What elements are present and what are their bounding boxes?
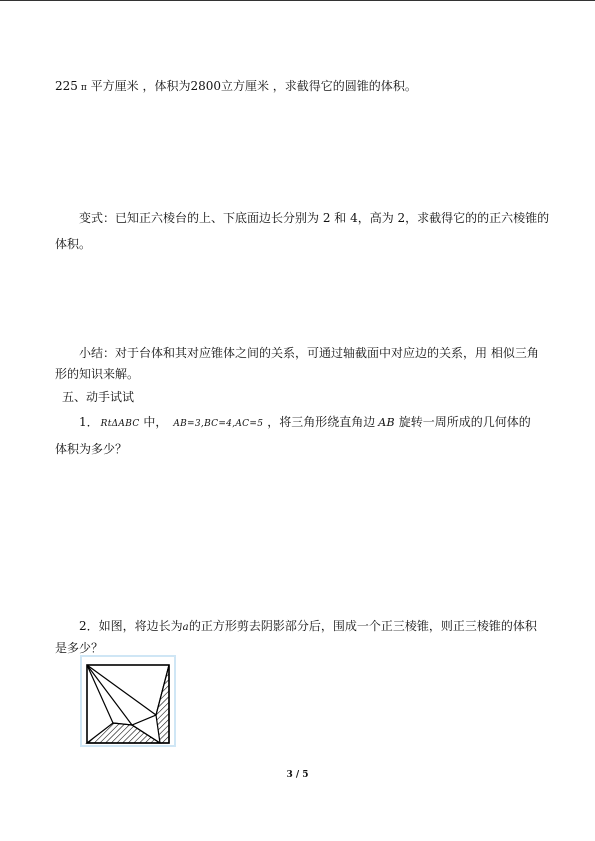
problem-text: 的正方形剪去阴影部分后，围成一个正三棱锥，则正三棱锥的体积 [188,619,537,633]
problem-text: ，将三角形绕直角边 [267,415,376,429]
summary-line-1: 小结：对于台体和其对应锥体之间的关系，可通过轴截面中对应边的关系，用 相似三角 [79,346,539,360]
pi-symbol: π [80,83,87,93]
page-top-border [0,0,595,1]
problem-text: 旋转一周所成的几何体的 [394,415,531,429]
problem-1-line-2: 体积为多少？ [55,442,128,456]
problem-number: 1． [79,415,99,429]
page-number: 3 / 5 [286,770,309,780]
problem-text: 2．如图，将边长为 [79,619,183,633]
variant-line-2: 体积。 [55,237,92,251]
problem-1-line-1 [79,414,531,432]
edge-formula: AB [378,416,395,429]
problem-text: 中， [139,415,168,429]
section-heading: 五、动手试试 [62,390,135,404]
area-number: 225 [55,79,78,93]
line-text: 平方厘米 ，体积为2800立方厘米 ，求截得它的圆锥的体积。 [86,79,417,93]
fold-line-diagonal [87,665,156,715]
problem-2-line-1 [79,618,537,636]
variant-line-1: 变式：已知正六棱台的上、下底面边长分别为 2 和 4，高为 2，求截得它的的正六棱锥的 [79,211,550,225]
square-cutout-figure [80,655,176,747]
shaded-region-bottom [87,723,160,743]
summary-line-2: 形的知识来解。 [55,367,140,381]
sides-formula: AB=3,BC=4,AC=5 [173,419,264,429]
triangle-formula: RtΔABC [100,419,140,429]
problem-2-line-2: 是多少？ [55,641,104,655]
shaded-region-right [156,665,169,743]
side-variable: a [182,622,189,633]
text-line-volume-question [55,78,417,96]
